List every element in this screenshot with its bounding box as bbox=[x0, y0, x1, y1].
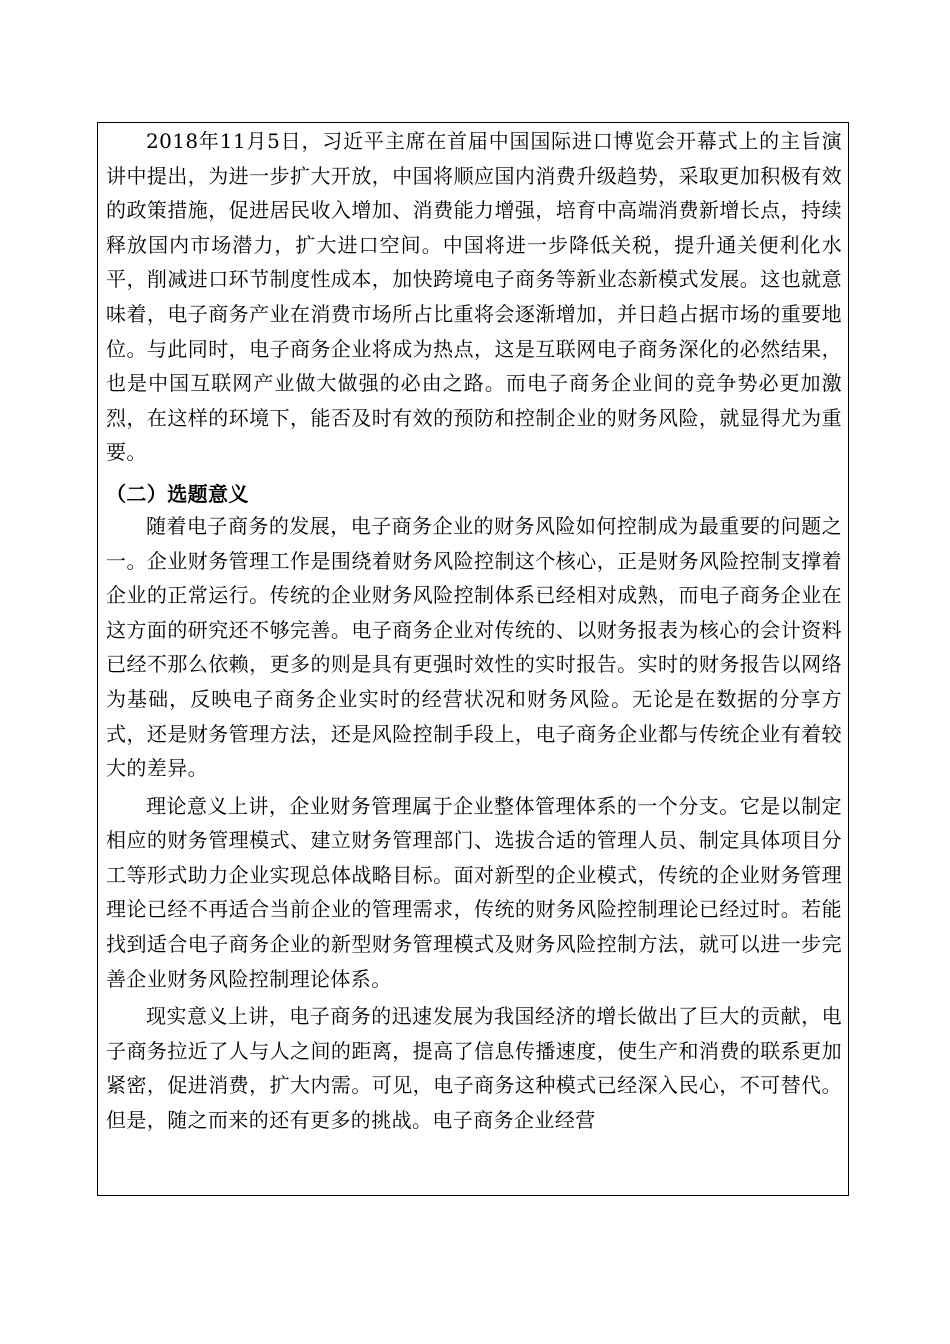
paragraph-practice: 现实意义上讲，电子商务的迅速发展为我国经济的增长做出了巨大的贡献，电子商务拉近了人与人之间的距离，提高了信息传播速度，使生产和消费的联系更加紧密，促进消费，扩大内需。可见，电子商务这种模式已经深入民心，不可替代。但是，随之而来的还有更多的挑战。电子商务企业经营 bbox=[106, 1004, 842, 1133]
paragraph-theory: 理论意义上讲，企业财务管理属于企业整体管理体系的一个分支。它是以制定相应的财务管理模式、建立财务管理部门、选拔合适的管理人员、制定具体项目分工等形式助力企业实现总体战略目标。面对新型的企业模式，传统的企业财务管理理论已经不再适合当前企业的管理需求，传统的财务风险控制理论已经过时。若能找到适合电子商务企业的新型财务管理模式及财务风险控制方法，就可以进一步完善企业财务风险控制理论体系。 bbox=[106, 793, 842, 991]
paragraph-significance: 随着电子商务的发展，电子商务企业的财务风险如何控制成为最重要的问题之一。企业财务管理工作是围绕着财务风险控制这个核心，正是财务风险控制支撑着企业的正常运行。传统的企业财务风险控制体系已经相对成熟，而电子商务企业在这方面的研究还不够完善。电子商务企业对传统的、以财务报表为核心的会计资料已经不那么依赖，更多的则是具有更强时效性的实时报告。实时的财务报告以网络为基础，反映电子商务企业实时的经营状况和财务风险。无论是在数据的分享方式，还是财务管理方法，还是风险控制手段上，电子商务企业都与传统企业有着较大的差异。 bbox=[106, 513, 842, 781]
intro-paragraph: 2018年11月5日，习近平主席在首届中国国际进口博览会开幕式上的主旨演讲中提出，为进一步扩大开放，中国将顺应国内消费升级趋势，采取更加积极有效的政策措施，促进居民收入增加、消费能力增强，培育中高端消费新增长点，持续释放国内市场潜力，扩大进口空间。中国将进一步降低关税，提升通关便利化水平，削减进口环节制度性成本，加快跨境电子商务等新业态新模式发展。这也就意味着，电子商务产业在消费市场所占比重将会逐渐增加，并日趋占据市场的重要地位。与此同时，电子商务企业将成为热点，这是互联网电子商务深化的必然结果，也是中国互联网产业做大做强的必由之路。而电子商务企业间的竞争势必更加激烈，在这样的环境下，能否及时有效的预防和控制企业的财务风险，就显得尤为重要。 bbox=[106, 129, 842, 465]
document-frame bbox=[97, 122, 849, 1196]
section-heading: （二）选题意义 bbox=[106, 481, 249, 506]
